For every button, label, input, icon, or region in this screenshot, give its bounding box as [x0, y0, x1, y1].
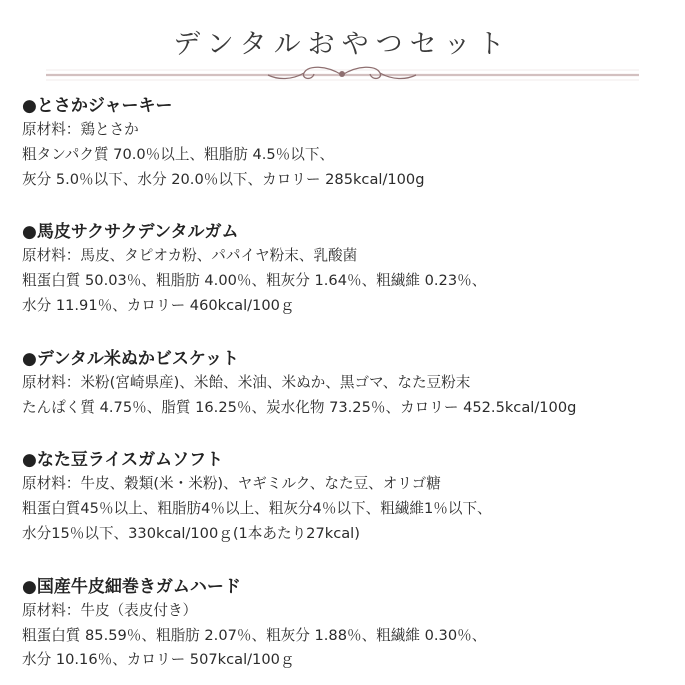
product-section — [22, 448, 675, 546]
page-title: デンタルおやつセット — [173, 29, 512, 60]
info-line: たんぱく質 4.75％、脂質 16.25％、炭水化物 73.25％、カロリー 452.5kcal/100g — [22, 398, 577, 416]
info-line: 粗蛋白質 50.03％、粗脂肪 4.00％、粗灰分 1.64％、粗繊維 0.23％、 — [22, 272, 487, 290]
product-heading: ●デンタル米ぬかビスケット — [22, 348, 239, 369]
info-line: 水分 11.91％、カロリー 460kcal/100ｇ — [22, 296, 295, 314]
product-section — [22, 347, 675, 421]
info-line: 粗蛋白質45％以上、粗脂肪4％以上、粗灰分4％以下、粗繊維1％以下、 — [22, 500, 492, 518]
info-line: 原材料：鶏とさか — [22, 121, 139, 138]
ornament-divider — [46, 62, 639, 86]
product-heading: ●馬皮サクサクデンタルガム — [22, 222, 239, 243]
info-line: 水分 10.16％、カロリー 507kcal/100ｇ — [22, 651, 295, 669]
info-line: 水分15％以下、330kcal/100ｇ(1本あたり27kcal) — [22, 524, 360, 542]
product-section — [22, 575, 675, 673]
product-heading: ●なた豆ライスガムソフト — [22, 450, 224, 471]
ingredients-list — [22, 94, 675, 673]
info-line: 粗蛋白質 85.59％、粗脂肪 2.07％、粗灰分 1.88％、粗繊維 0.30％、 — [22, 626, 487, 644]
product-heading: ●とさかジャーキー — [22, 96, 173, 116]
info-line: 原材料：牛皮、穀類(米・米粉)、ヤギミルク、なた豆、オリゴ糖 — [22, 475, 441, 493]
info-line: 原材料：牛皮（表皮付き） — [22, 601, 198, 619]
info-line: 原材料：米粉(宮崎県産)、米飴、米油、米ぬか、黒ゴマ、なた豆粉末 — [22, 373, 471, 391]
product-section — [22, 220, 675, 318]
info-line: 粗タンパク質 70.0％以上、粗脂肪 4.5％以下、 — [22, 145, 335, 163]
product-heading: ●国産牛皮細巻きガムハード — [22, 576, 241, 597]
info-line: 灰分 5.0％以下、水分 20.0％以下、カロリー 285kcal/100g — [22, 170, 425, 188]
info-line: 原材料：馬皮、タピオカ粉、パパイヤ粉末、乳酸菌 — [22, 247, 358, 265]
product-section — [22, 94, 675, 192]
